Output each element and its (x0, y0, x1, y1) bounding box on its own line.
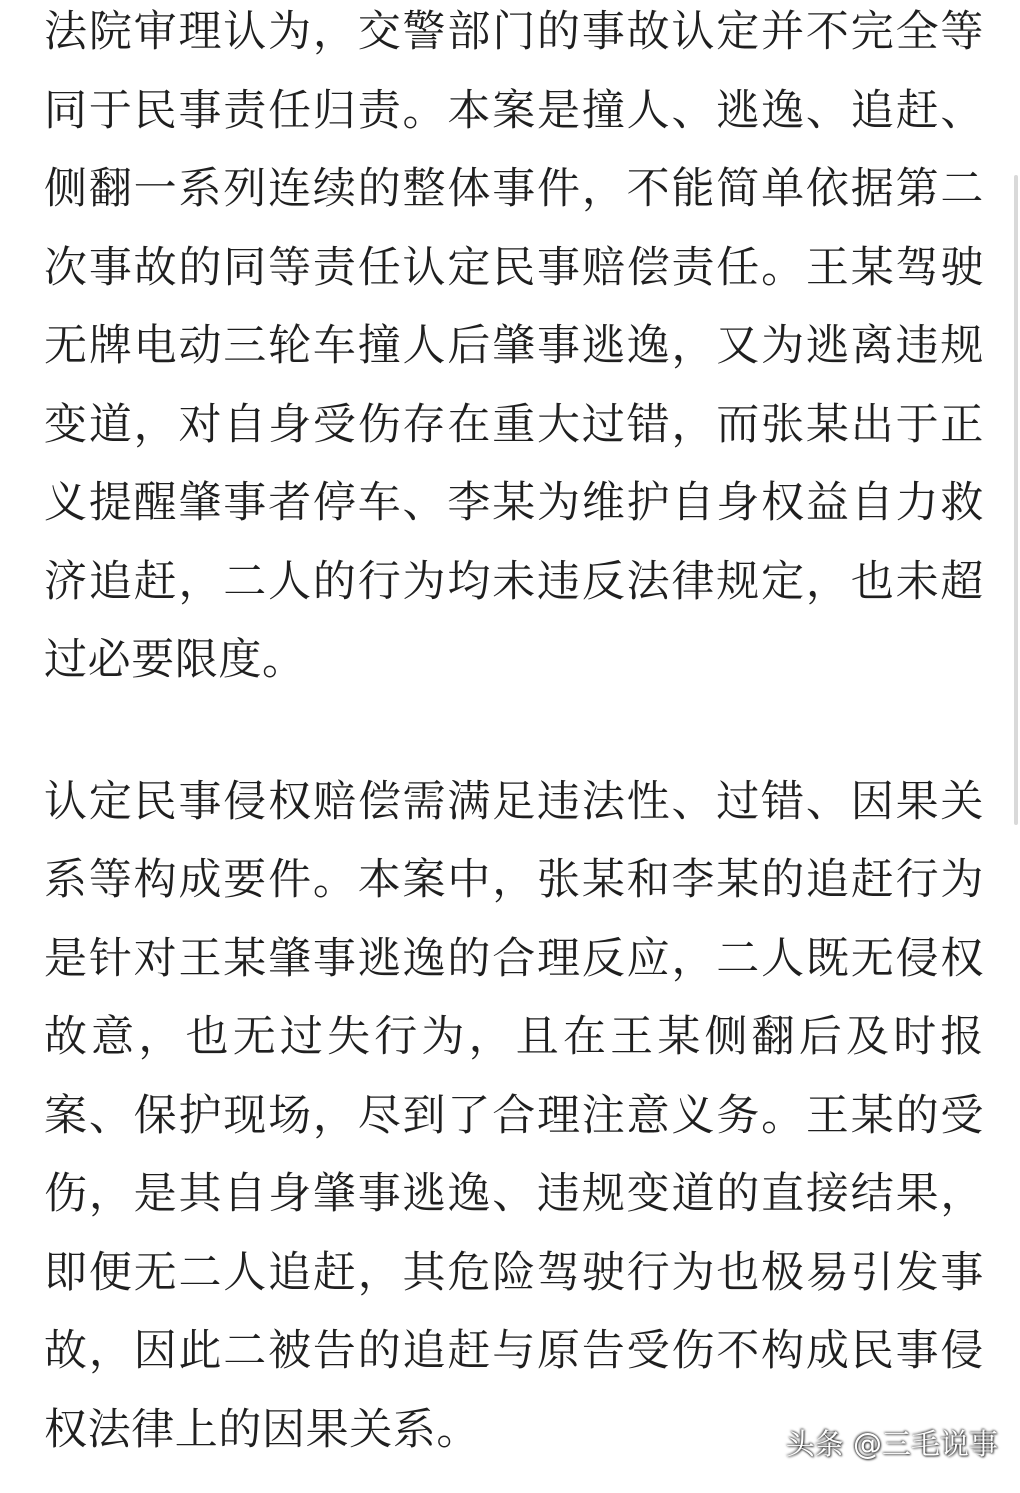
paragraph-tort-analysis: 认定民事侵权赔偿需满足违法性、过错、因果关系等构成要件。本案中，张某和李某的追赶行为是针对王某肇事逃逸的合理反应，二人既无侵权故意，也无过失行为，且在王某侧翻后及时报案、保护现场，尽到了合理注意义务。王某的受伤，是其自身肇事逃逸、违规变道的直接结果，即便无二人追赶，其危险驾驶行为也极易引发事故，因此二被告的追赶与原告受伤不构成民事侵权法律上的因果关系。 (44, 776, 984, 1455)
paragraph-court-finding: 法院审理认为，交警部门的事故认定并不完全等同于民事责任归责。本案是撞人、逃逸、追赶、侧翻一系列连续的整体事件，不能简单依据第二次事故的同等责任认定民事赔偿责任。王某驾驶无牌电动三轮车撞人后肇事逃逸，又为逃离违规变道，对自身受伤存在重大过错，而张某出于正义提醒肇事者停车、李某为维护自身权益自力救济追赶，二人的行为均未违反法律规定，也未超过必要限度。 (44, 7, 984, 685)
watermark: 头条 @三毛说事 (785, 1427, 998, 1461)
scrollbar[interactable] (1014, 175, 1018, 825)
article-body (44, 0, 984, 1469)
